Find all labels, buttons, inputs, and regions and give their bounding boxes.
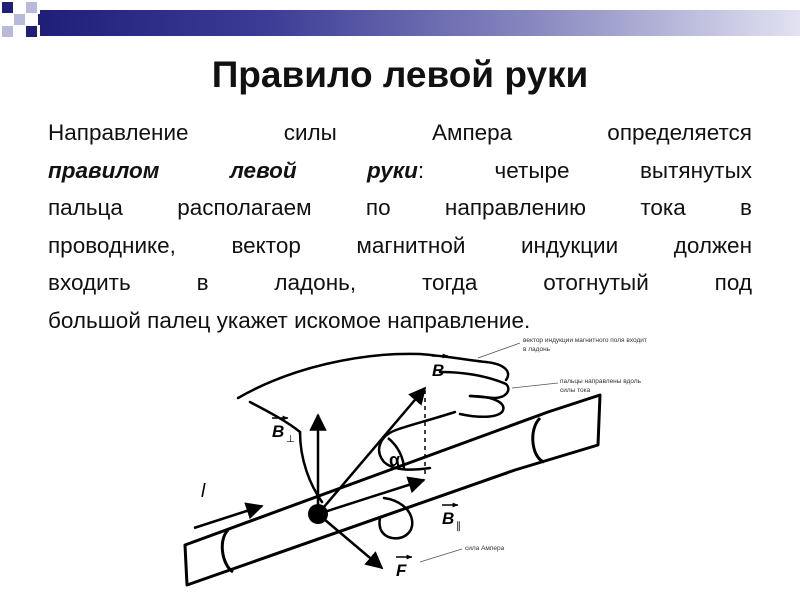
text-line [48,152,752,190]
decor-square [2,26,13,37]
header-gradient-band [40,10,800,36]
left-hand-rule-figure [170,330,800,600]
b-label: B [432,361,445,380]
slide-title: Правило левой руки [211,54,589,95]
annotation-leader [478,343,520,358]
text-fragment: : четыре вытянутых [417,157,752,183]
decor-square [14,14,25,25]
b-perp-label: B [272,422,285,441]
annotation-leader [512,383,558,388]
b-parallel-label: B [442,509,455,528]
decor-square [2,2,13,13]
text-line: проводнике, вектор магнитной индукции должен [48,232,752,258]
text-emphasis: правилом левой руки [48,157,418,183]
annotation-fingers-along-current: силы тока [560,387,591,394]
annotation-leader [420,549,462,562]
decor-square [26,2,37,13]
annotation-b-enters-palm: в ладонь [523,346,551,353]
annotation-ampere-force: сила Ампера [465,545,505,552]
annotation-b-enters-palm: вектор индукции магнитного поля входит [523,337,647,344]
alpha-label: α [389,450,401,470]
annotation-fingers-along-current: пальцы направлены вдоль [560,378,642,385]
current-label: l [201,481,206,502]
text-line: пальца располагаем по направлению тока в [48,195,752,220]
b-perp-subscript: ⊥ [286,434,295,445]
text-line: входить в ладонь, тогда отогнутый под [48,270,752,295]
text-line: Направление силы Ампера определяется [48,120,752,145]
text-line: большой палец укажет искомое направление. [48,307,531,333]
decor-square [38,14,49,25]
slide-body-text [48,114,752,339]
decor-square [26,26,37,37]
decorative-header [0,0,800,44]
force-label: F [396,561,407,580]
conductor-point [308,504,328,524]
b-parallel-subscript: ∥ [456,521,461,532]
